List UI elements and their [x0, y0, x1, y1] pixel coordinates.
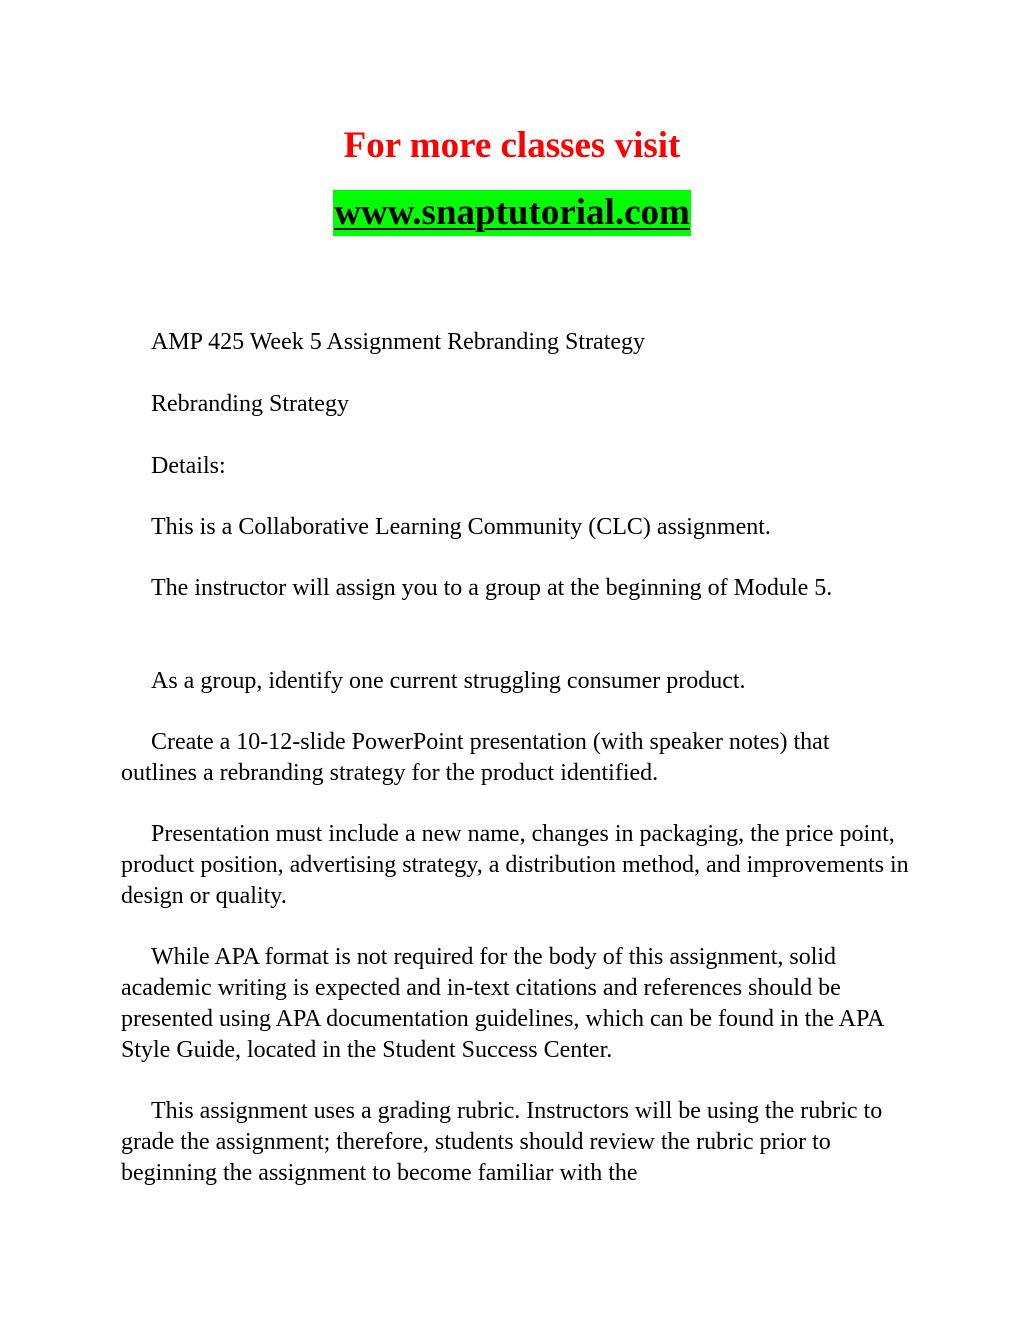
promo-title: For more classes visit	[343, 125, 681, 166]
assignment-title-paragraph: AMP 425 Week 5 Assignment Rebranding Strategy	[151, 329, 646, 355]
promo-link-row	[0, 190, 1024, 236]
identify-product-paragraph: As a group, identify one current struggling consumer product.	[151, 668, 746, 694]
grading-rubric-paragraph: This assignment uses a grading rubric. Instructors will be using the rubric to grade the assignment; therefore, students should review the rubric prior to beginning the assignment to become familiar with the	[121, 1098, 883, 1186]
details-label-paragraph: Details:	[151, 453, 226, 479]
group-assignment-paragraph: The instructor will assign you to a group at the beginning of Module 5.	[151, 575, 833, 601]
snaptutorial-link[interactable]: www.snaptutorial.com	[333, 190, 691, 236]
clc-paragraph: This is a Collaborative Learning Community (CLC) assignment.	[151, 514, 771, 540]
apa-format-paragraph: While APA format is not required for the body of this assignment, solid academic writing is expected and in-text citations and references should be presented using APA documentation guidelines, which can be found in the APA Style Guide, located in the Student Success Center.	[121, 944, 884, 1063]
presentation-requirements-paragraph: Presentation must include a new name, changes in packaging, the price point, product position, advertising strategy, a distribution method, and improvements in design or quality.	[121, 821, 909, 909]
section-heading-paragraph: Rebranding Strategy	[151, 391, 349, 417]
presentation-paragraph: Create a 10-12-slide PowerPoint presentation (with speaker notes) that outlines a rebranding strategy for the product identified.	[121, 729, 830, 786]
